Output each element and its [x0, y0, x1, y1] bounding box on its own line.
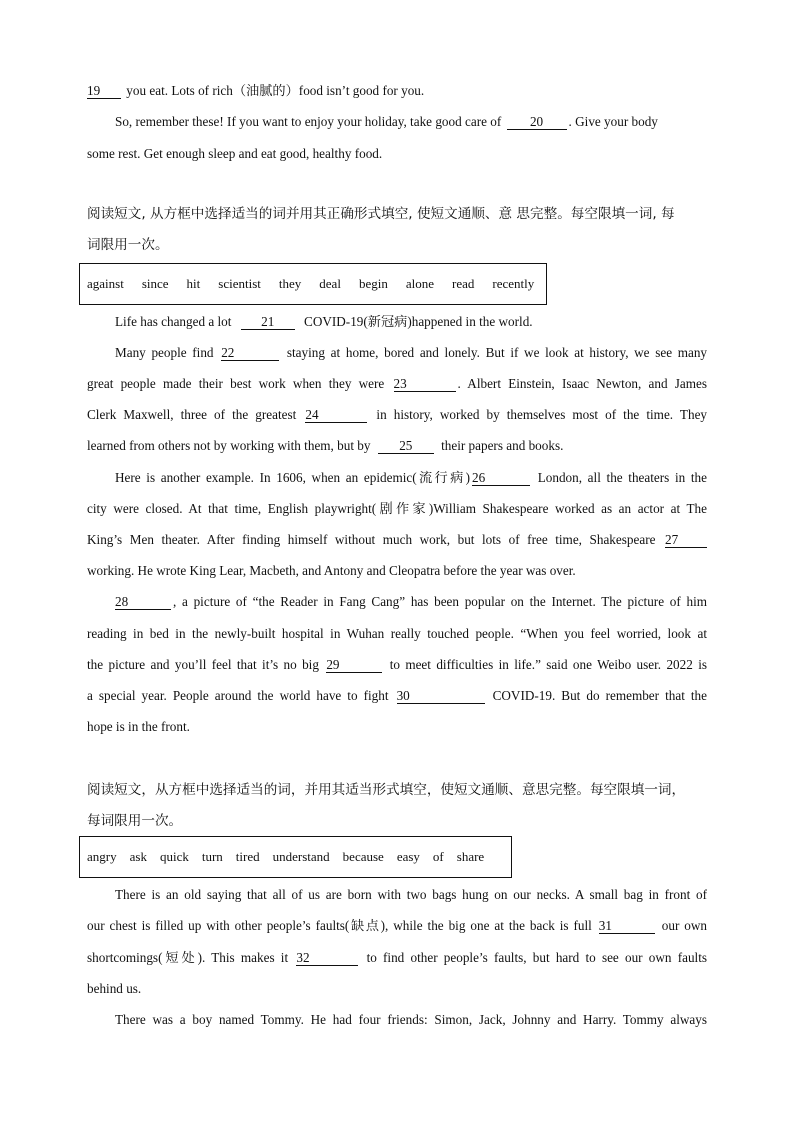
word-option: share	[456, 849, 485, 864]
text-segment: our chest is filled up with other people’s faults(缺点), while the big one at the back is full	[87, 918, 592, 933]
word-box-section2	[79, 263, 547, 305]
word-option: quick	[159, 849, 189, 864]
word-option: hit	[186, 276, 201, 291]
text-line	[115, 313, 707, 331]
text-line	[87, 687, 707, 705]
word-option: angry	[87, 849, 117, 864]
blank-26[interactable]: 26	[472, 470, 530, 486]
blank-22[interactable]: 22	[221, 345, 279, 361]
text-line: hope is in the front.	[87, 719, 190, 734]
text-line	[87, 82, 707, 100]
text-line	[115, 469, 707, 487]
word-option: deal	[319, 276, 341, 291]
word-option: ask	[129, 849, 147, 864]
word-option: easy	[396, 849, 420, 864]
text-segment: learned from others not by working with them, but by	[87, 438, 371, 453]
section2-instruction: 阅读短文, 从方框中选择适当的词并用其正确形式填空, 使短文通顺、意 思完整。每空限填一词, 每	[87, 206, 675, 222]
text-segment: . Give your body	[568, 114, 658, 129]
text-segment: COVID-19(新冠病)happened in the world.	[304, 314, 533, 329]
section3-instruction: 阅读短文，从方框中选择适当的词，并用其适当形式填空，使短文通顺、意思完整。每空限填一词，	[87, 782, 686, 798]
text-segment: Many people find	[115, 345, 214, 360]
text-segment: . Albert Einstein, Isaac Newton, and James	[457, 376, 707, 391]
blank-19[interactable]: 19	[87, 83, 121, 99]
text-line: behind us.	[87, 981, 142, 996]
text-line: There is an old saying that all of us are born with two bags hung on our necks. A small bag in front of	[115, 887, 707, 902]
text-line	[87, 531, 707, 549]
word-option: they	[278, 276, 302, 291]
blank-30[interactable]: 30	[397, 688, 485, 704]
blank-21[interactable]: 21	[241, 314, 295, 330]
word-option: begin	[358, 276, 388, 291]
blank-24[interactable]: 24	[305, 407, 367, 423]
text-line	[87, 656, 707, 674]
word-option: scientist	[218, 276, 261, 291]
text-line	[87, 917, 707, 935]
text-line	[87, 375, 707, 393]
text-segment: the picture and you’ll feel that it’s no big	[87, 657, 319, 672]
text-line: reading in bed in the newly-built hospital in Wuhan really touched people. “When you feel worried, look at	[87, 626, 707, 641]
text-segment: great people made their best work when they were	[87, 376, 385, 391]
text-segment: to meet difficulties in life.” said one Weibo user. 2022 is	[389, 657, 707, 672]
text-segment: shortcomings(短处). This makes it	[87, 950, 289, 965]
text-segment: , a picture of “the Reader in Fang Cang” has been popular on the Internet. The picture of him	[173, 594, 707, 609]
section3-instruction-cont: 每词限用一次。	[87, 813, 183, 829]
text-segment: in history, worked by themselves most of the time. They	[376, 407, 707, 422]
blank-29[interactable]: 29	[326, 657, 382, 673]
text-segment: you eat. Lots of rich（油腻的）food isn’t good for you.	[126, 83, 425, 98]
text-segment: our own	[661, 918, 707, 933]
blank-25[interactable]: 25	[378, 438, 434, 454]
blank-32[interactable]: 32	[296, 950, 358, 966]
text-segment: a special year. People around the world have to fight	[87, 688, 389, 703]
text-line: working. He wrote King Lear, Macbeth, and Antony and Cleopatra before the year was over.	[87, 563, 576, 578]
word-option: alone	[405, 276, 434, 291]
word-option: tired	[235, 849, 260, 864]
word-option: of	[432, 849, 444, 864]
text-segment: So, remember these! If you want to enjoy your holiday, take good care of	[115, 114, 502, 129]
text-segment: London, all the theaters in the	[537, 470, 707, 485]
word-option: read	[451, 276, 475, 291]
blank-28[interactable]: 28	[115, 594, 171, 610]
text-line	[115, 344, 707, 362]
text-line	[115, 113, 707, 131]
text-segment: Here is another example. In 1606, when an epidemic(流行病)	[115, 470, 471, 485]
text-line	[115, 593, 707, 611]
text-line	[87, 406, 707, 424]
text-line	[87, 437, 707, 455]
section2-instruction-cont: 词限用一次。	[87, 237, 169, 253]
blank-23[interactable]: 23	[394, 376, 456, 392]
blank-20[interactable]: 20	[507, 114, 567, 130]
text-line: some rest. Get enough sleep and eat good, healthy food.	[87, 146, 383, 161]
word-option: turn	[201, 849, 223, 864]
blank-27[interactable]: 27	[665, 532, 707, 548]
word-box-section3	[79, 836, 512, 878]
text-segment: COVID-19. But do remember that the	[492, 688, 707, 703]
word-option: because	[342, 849, 384, 864]
text-line: city were closed. At that time, English playwright(剧作家)William Shakespeare worked as an actor at The	[87, 501, 707, 516]
text-line: There was a boy named Tommy. He had four friends: Simon, Jack, Johnny and Harry. Tommy always	[115, 1012, 707, 1027]
word-option: understand	[272, 849, 330, 864]
text-segment: Life has changed a lot	[115, 314, 232, 329]
word-option: since	[141, 276, 169, 291]
text-segment: their papers and books.	[441, 438, 564, 453]
text-segment: to find other people’s faults, but hard to see our own faults	[366, 950, 707, 965]
blank-31[interactable]: 31	[599, 918, 655, 934]
text-line	[87, 949, 707, 967]
text-segment: staying at home, bored and lonely. But if we look at history, we see many	[286, 345, 707, 360]
word-option: against	[87, 276, 124, 291]
text-segment: King’s Men theater. After finding himself without much work, but lots of free time, Shakespeare	[87, 532, 656, 547]
text-segment: Clerk Maxwell, three of the greatest	[87, 407, 297, 422]
word-option: recently	[492, 276, 535, 291]
